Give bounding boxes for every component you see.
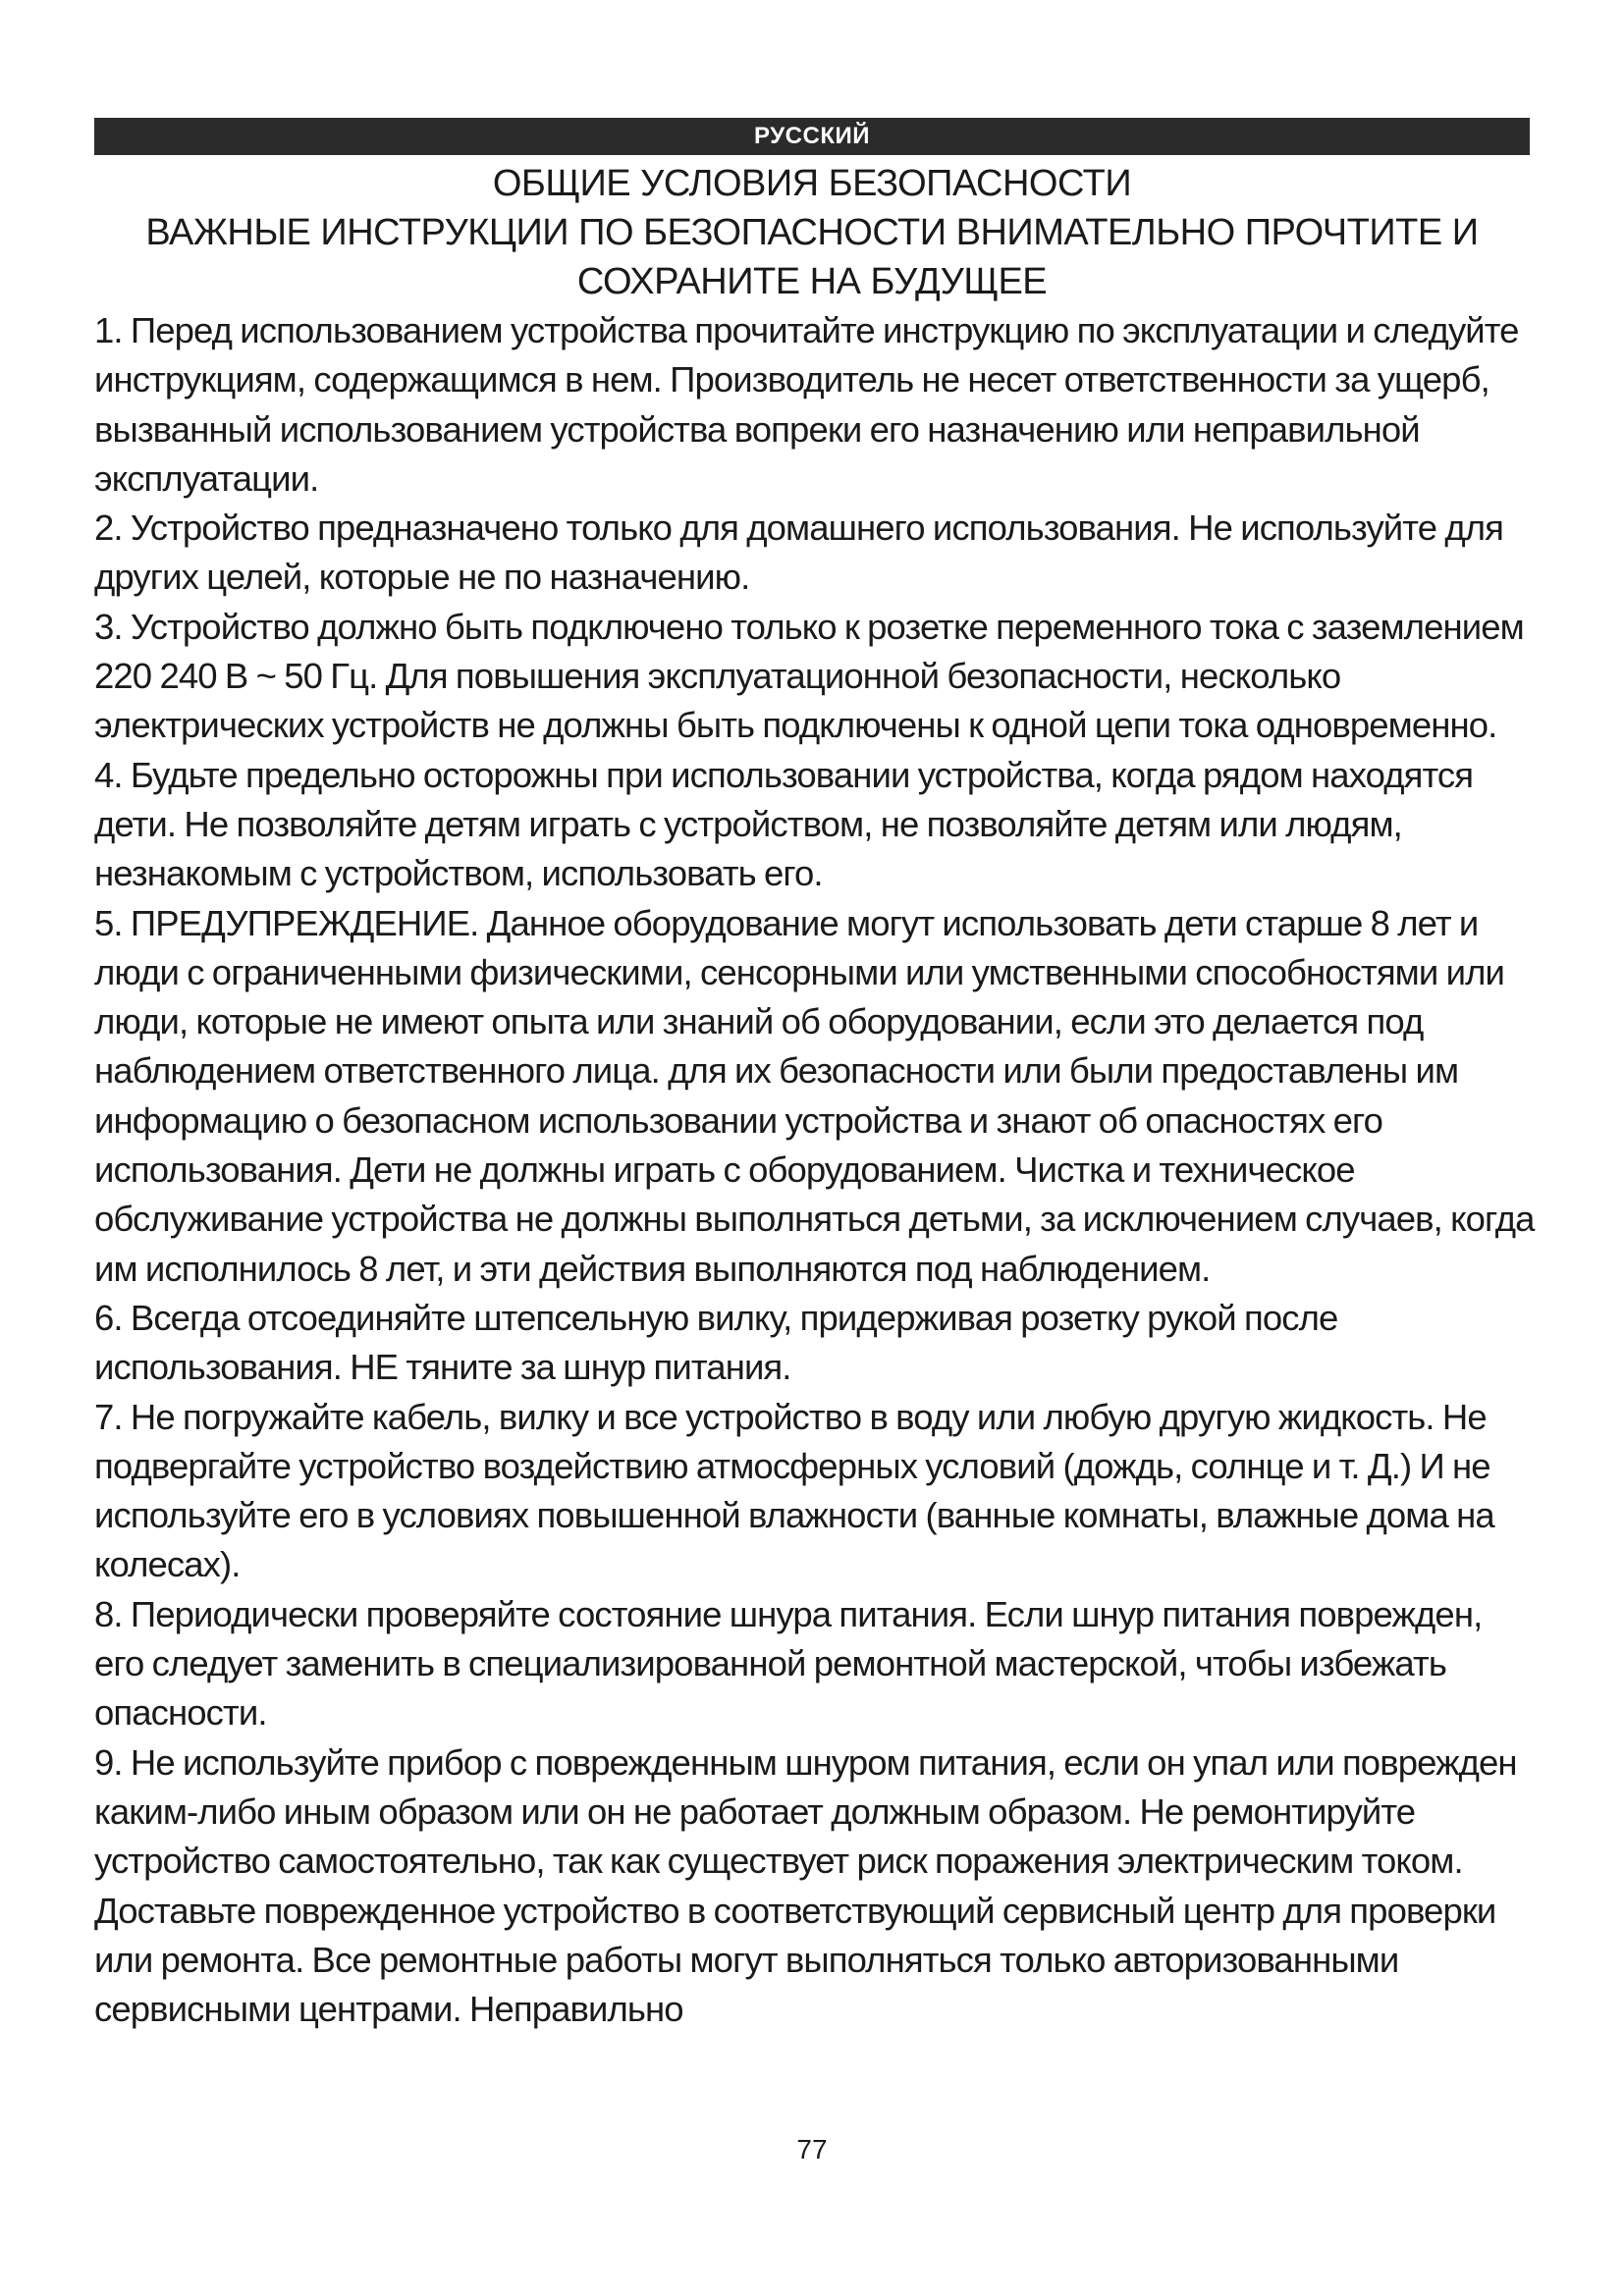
section-title: ОБЩИЕ УСЛОВИЯ БЕЗОПАСНОСТИ: [492, 163, 1132, 204]
instruction-paragraph-9: 9. Не используйте прибор с поврежденным шнуром питания, если он упал или поврежден каким-либо иным образом или он не работает должным образом. Не ремонтируйте устройство самостоятельно, так как существует риск поражения электрическим током. Доставьте поврежденное устройство в соответствующий сервисный центр для проверки или ремонта. Все ремонтные работы могут выполняться только авторизованными сервисными центрами. Неправильно: [94, 1741, 1517, 2030]
instruction-paragraph-6: 6. Всегда отсоединяйте штепсельную вилку, придерживая розетку рукой после использования. НЕ тяните за шнур питания.: [94, 1297, 1338, 1388]
instruction-paragraph-4: 4. Будьте предельно осторожны при использовании устройства, когда рядом находятся дети. Не позволяйте детям играть с устройством, не позволяйте детям или людям, незнакомым с устройством, использовать его.: [94, 754, 1474, 894]
safety-instructions: [94, 306, 1538, 2034]
instruction-paragraph-7: 7. Не погружайте кабель, вилку и все устройство в воду или любую другую жидкость. Не подвергайте устройство воздействию атмосферных условий (дождь, солнце и т. Д.) И не используйте его в условиях повышенной влажности (ванные комнаты, влажные дома на колесах).: [94, 1396, 1494, 1585]
page-number: 77: [796, 2134, 828, 2164]
instruction-paragraph-8: 8. Периодически проверяйте состояние шнура питания. Если шнур питания поврежден, его следует заменить в специализированной ремонтной мастерской, чтобы избежать опасности.: [94, 1593, 1483, 1734]
instruction-paragraph-5: 5. ПРЕДУПРЕЖДЕНИЕ. Данное оборудование могут использовать дети старше 8 лет и люди с ограниченными физическими, сенсорными или умственными способностями или люди, которые не имеют опыта или знаний об оборудовании, если это делается под наблюдением ответственного лица. для их безопасности или были предоставлены им информацию о безопасном использовании устройства и знают об опасностях его использования. Дети не должны играть с оборудованием. Чистка и техническое обслуживание устройства не должны выполняться детьми, за исключением случаев, когда им исполнилось 8 лет, и эти действия выполняются под наблюдением.: [94, 902, 1535, 1289]
section-subtitle: ВАЖНЫЕ ИНСТРУКЦИИ ПО БЕЗОПАСНОСТИ ВНИМАТЕЛЬНО ПРОЧТИТЕ И СОХРАНИТЕ НА БУДУЩЕЕ: [145, 212, 1479, 302]
instruction-paragraph-2: 2. Устройство предназначено только для домашнего использования. Не используйте для других целей, которые не по назначению.: [94, 507, 1503, 598]
language-header-bar: РУССКИЙ: [94, 118, 1530, 155]
instruction-paragraph-1: 1. Перед использованием устройства прочитайте инструкцию по эксплуатации и следуйте инструкциям, содержащимся в нем. Производитель не несет ответственности за ущерб, вызванный использованием устройства вопреки его назначению или неправильной эксплуатации.: [94, 310, 1519, 499]
instruction-paragraph-3: 3. Устройство должно быть подключено только к розетке переменного тока с заземлением 220 240 В ~ 50 Гц. Для повышения эксплуатационной безопасности, несколько электрических устройств не должны быть подключены к одной цепи тока одновременно.: [94, 606, 1524, 746]
